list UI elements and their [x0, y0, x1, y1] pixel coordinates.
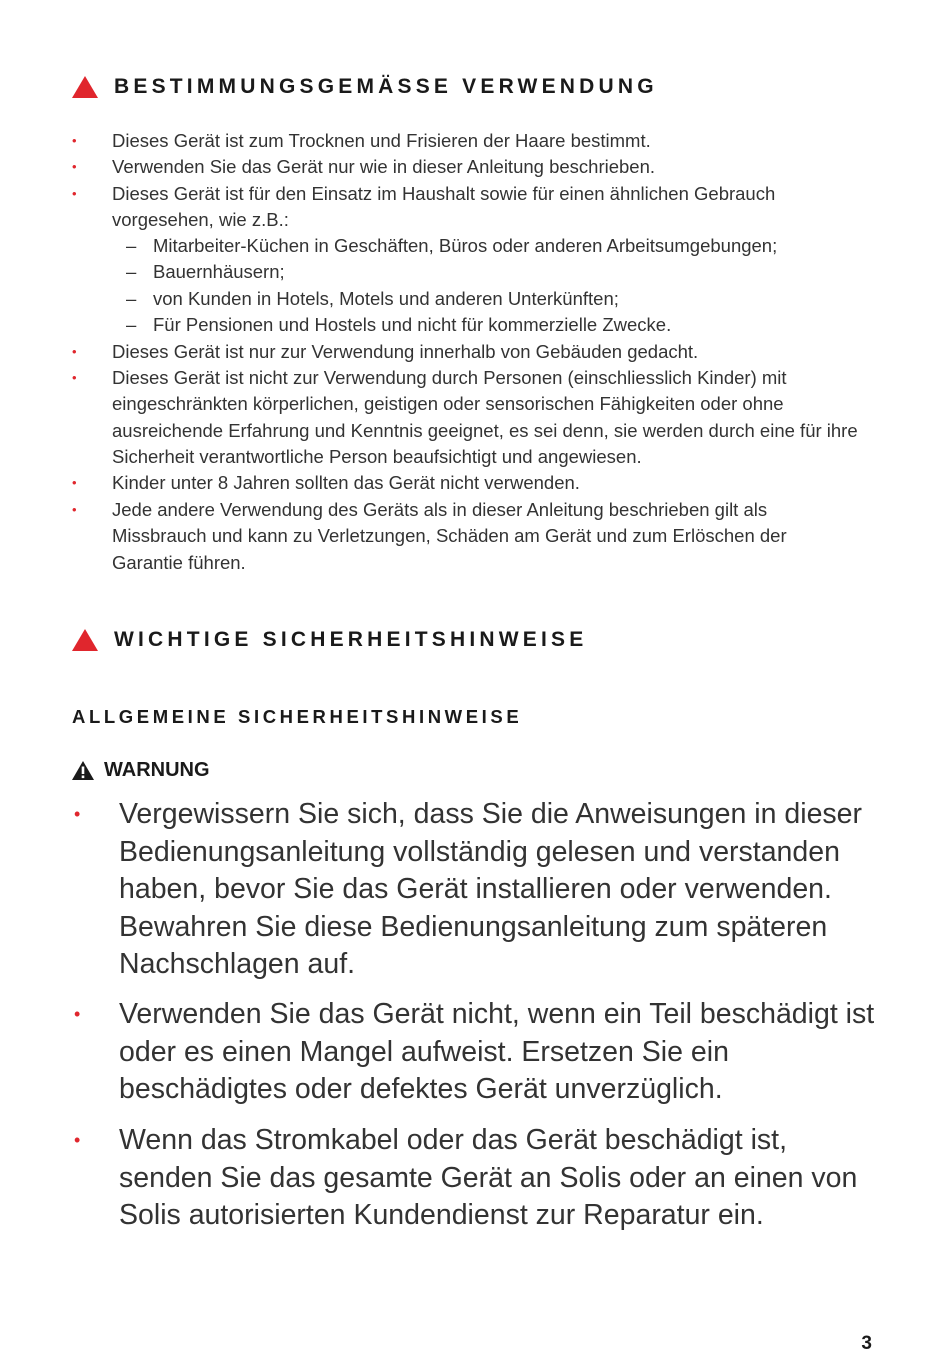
- bullet: •: [72, 186, 77, 201]
- sub-list-item: – Bauernhäusern;: [126, 261, 285, 282]
- red-triangle-icon: [72, 629, 98, 651]
- warning-icon: [72, 761, 94, 780]
- subsection-title: ALLGEMEINE SICHERHEITSHINWEISE: [72, 706, 523, 727]
- bullet: •: [72, 370, 77, 385]
- section-heading-safety: [72, 628, 587, 652]
- list-item: • Wenn das Stromkabel oder das Gerät beschädigt ist, senden Sie das gesamte Gerät an Solis oder an einen von Solis autorisierten Kundendienst zur Reparatur ein.: [74, 1124, 858, 1231]
- sub-list-item: – Mitarbeiter-Küchen in Geschäften, Büros oder anderen Arbeitsumgebungen;: [126, 235, 778, 256]
- list-item: • Dieses Gerät ist nur zur Verwendung innerhalb von Gebäuden gedacht.: [112, 339, 882, 365]
- sub-list-item: – Für Pensionen und Hostels und nicht für kommerzielle Zwecke.: [126, 314, 672, 335]
- section-title: BESTIMMUNGSGEMÄSSE VERWENDUNG: [114, 75, 658, 98]
- list-item: • Dieses Gerät ist nicht zur Verwendung durch Personen (einschliesslich Kinder) mit eingeschränkten körperlichen, geistigen oder sensorischen Fähigkeiten oder ohne ausreichende Erfahrung und Kenntnis geeignet, es sei denn, sie werden durch eine für ihre Sicherheit verantwortliche Person beaufsichtigt und angewiesen.: [72, 367, 858, 467]
- bullet: •: [74, 804, 81, 824]
- red-triangle-icon: [72, 76, 98, 98]
- bullet: •: [74, 1004, 81, 1024]
- list-item: • Jede andere Verwendung des Geräts als in dieser Anleitung beschrieben gilt als Missbrauch und kann zu Verletzungen, Schäden am Gerät und zum Erlöschen der Garantie führen.: [72, 499, 787, 573]
- section-title: WICHTIGE SICHERHEITSHINWEISE: [114, 628, 588, 651]
- section-heading-intended-use: [72, 75, 658, 99]
- list-item: • Kinder unter 8 Jahren sollten das Gerät nicht verwenden.: [112, 470, 882, 496]
- bullet: •: [72, 502, 77, 517]
- list-item: • Verwenden Sie das Gerät nur wie in dieser Anleitung beschrieben.: [112, 154, 882, 180]
- bullet: •: [72, 475, 77, 490]
- sub-list-item: – von Kunden in Hotels, Motels und anderen Unterkünften;: [126, 288, 619, 309]
- list-item: • Vergewissern Sie sich, dass Sie die Anweisungen in dieser Bedienungsanleitung vollständig gelesen und verstanden haben, bevor Sie das Gerät installieren oder verwenden. Bewahren Sie diese Bedienungsanleitung zum späteren Nachschlagen auf.: [74, 798, 863, 980]
- bullet: •: [72, 344, 77, 359]
- list-item: • Dieses Gerät ist für den Einsatz im Haushalt sowie für einen ähnlichen Gebrauch vorgesehen, wie z.B.:: [72, 183, 776, 231]
- list-item: • Verwenden Sie das Gerät nicht, wenn ein Teil beschädigt ist oder es einen Mangel aufweist. Ersetzen Sie ein beschädigtes oder defektes Gerät unverzüglich.: [74, 998, 875, 1105]
- bullet: •: [72, 133, 77, 148]
- bullet: •: [74, 1130, 81, 1150]
- warning-label: WARNUNG: [72, 759, 210, 782]
- list-item: • Dieses Gerät ist zum Trocknen und Frisieren der Haare bestimmt.: [112, 128, 882, 154]
- page-number: 3: [861, 1333, 872, 1354]
- bullet: •: [72, 159, 77, 174]
